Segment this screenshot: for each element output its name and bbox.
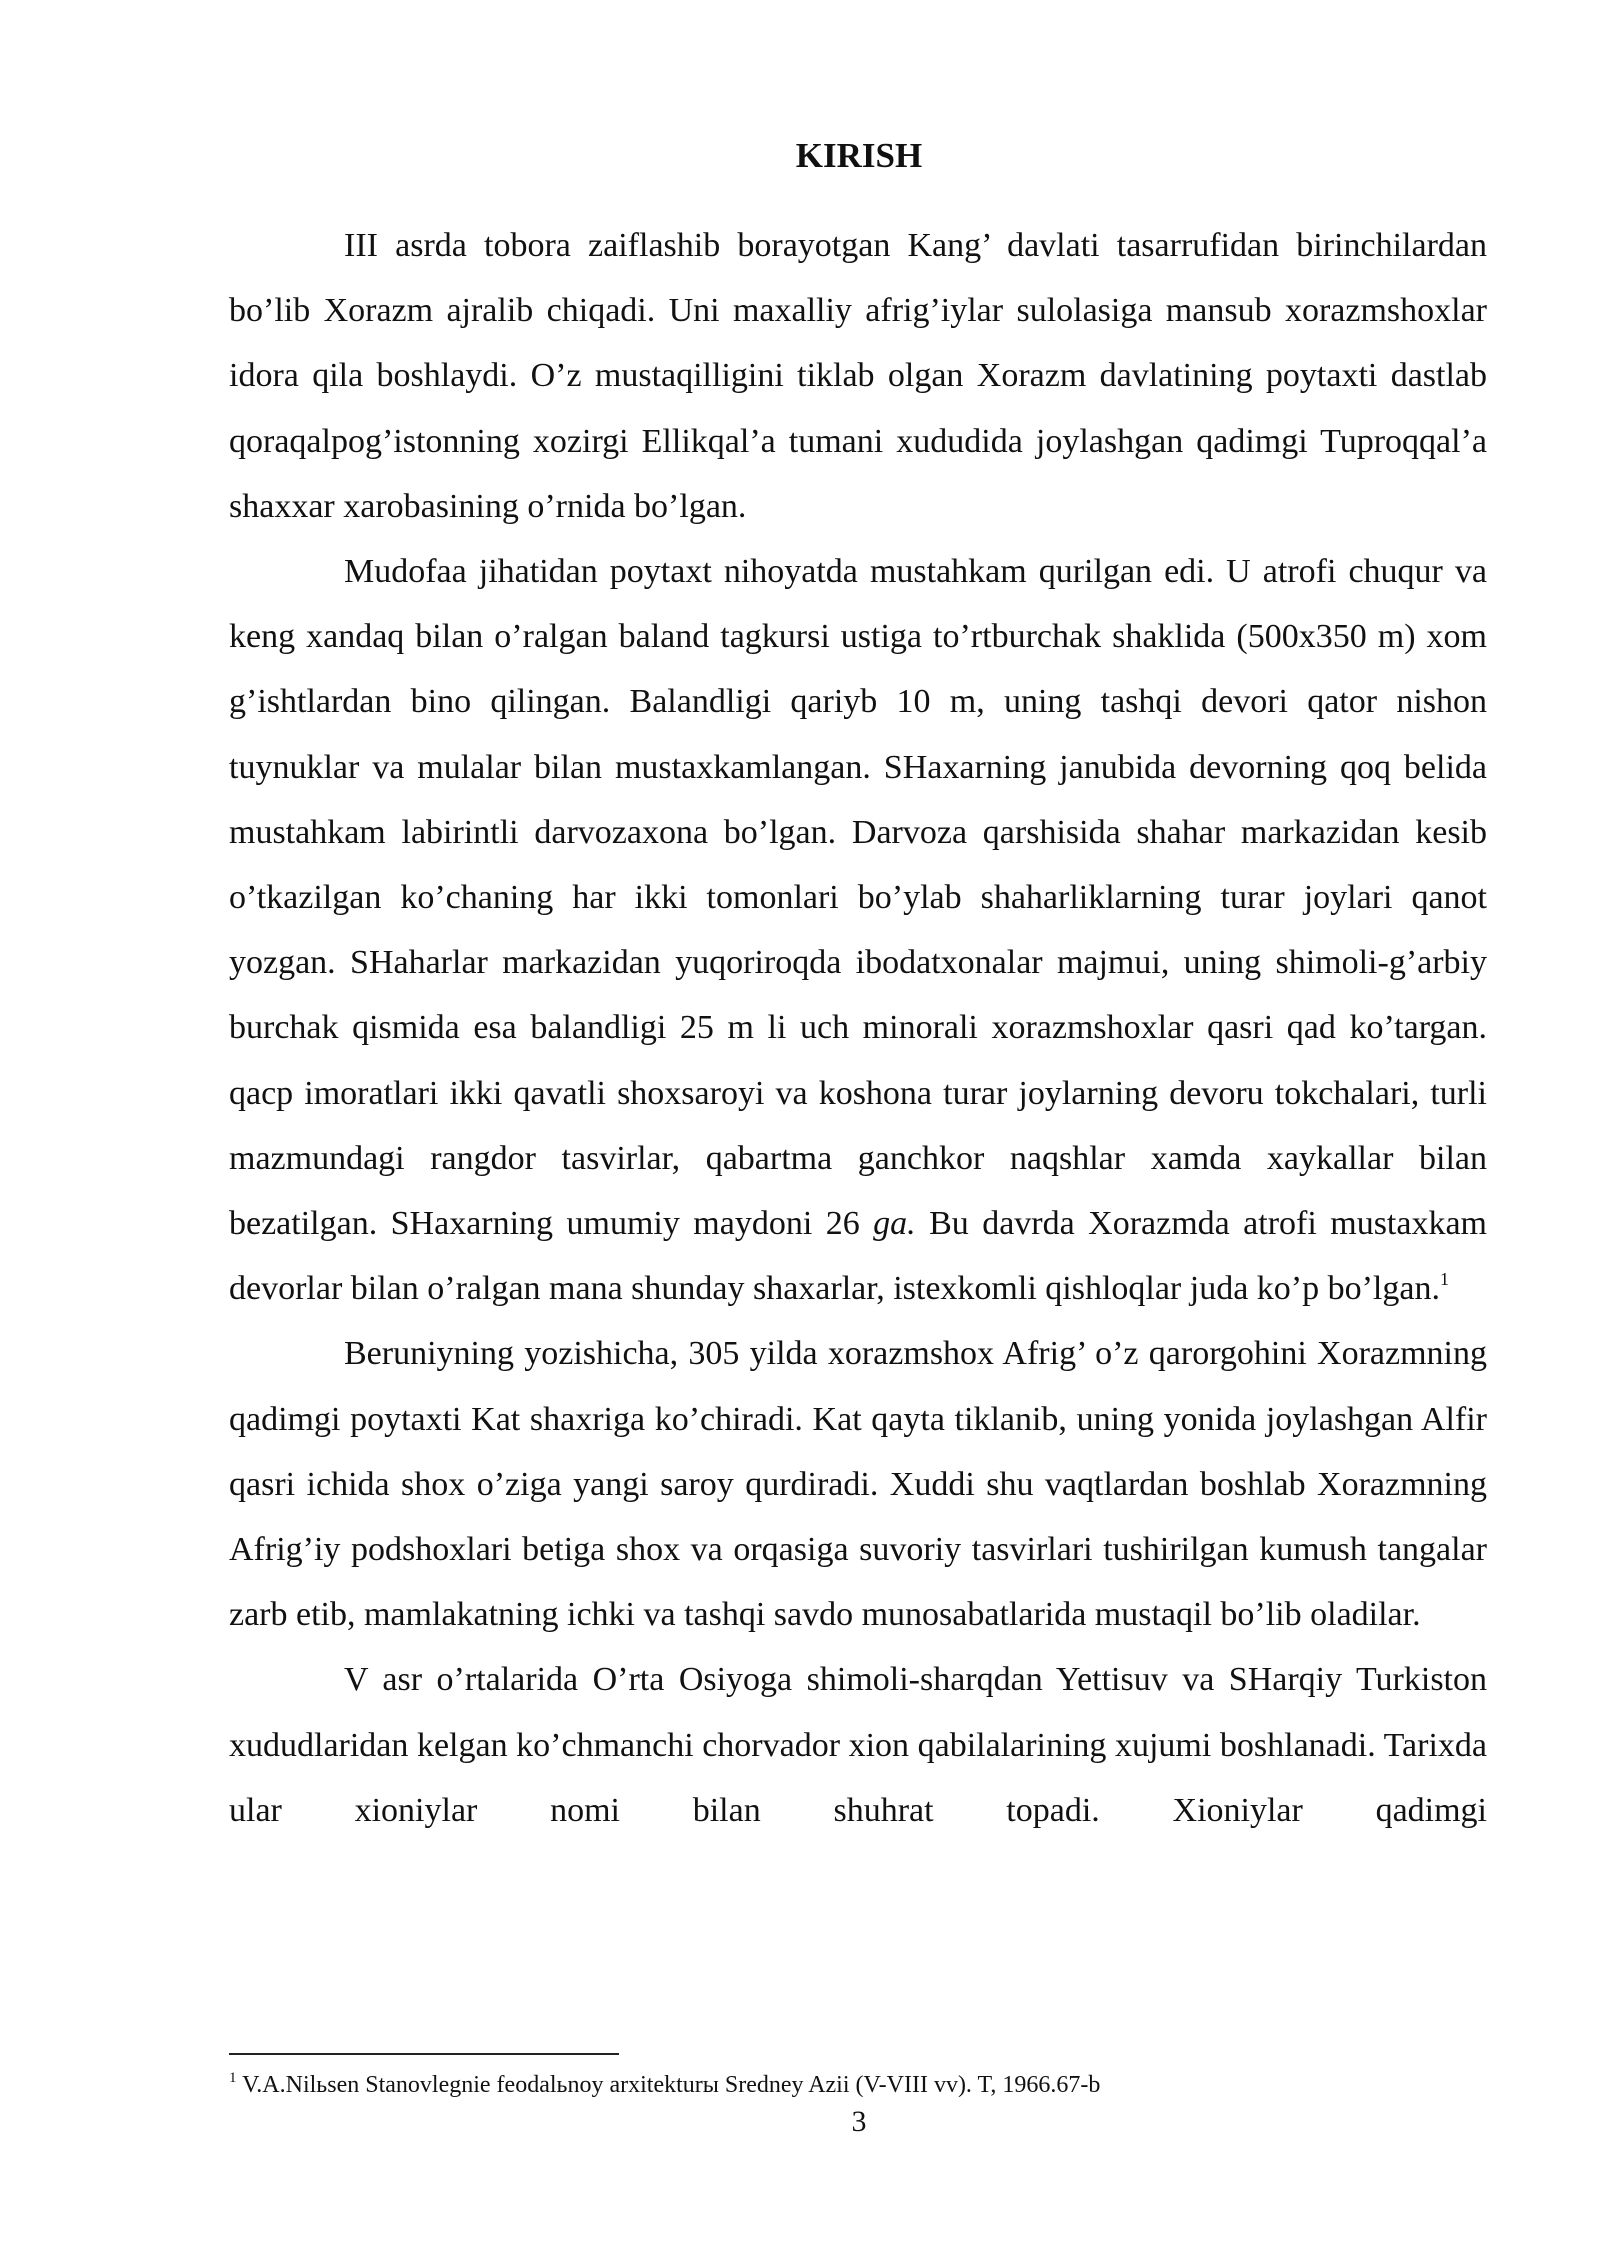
footnote-reference[interactable]: 1 bbox=[1439, 1269, 1449, 1290]
paragraph-4-text: V asr o’rtalarida O’rta Osiyoga shimoli-sharqdan Yettisuv va SHarqiy Turkiston xududlaridan kelgan ko’chmanchi chorvador xion qabilalarining xujumi boshlanadi. Tarixda ular xioniylar nomi bilan shuhrat topadi. Xioniylar qadimgi bbox=[229, 1661, 1487, 1829]
footnote bbox=[229, 2070, 1487, 2100]
paragraph-3-text: Beruniyning yozishicha, 305 yilda xorazmshox Afrig’ o’z qarorgohini Xorazmning qadimgi poytaxti Kat shaxriga ko’chiradi. Kat qayta tiklanib, uning yonida joylashgan Alfir qasri ichida shox o’ziga yangi saroy qurdiradi. Xuddi shu vaqtlardan boshlab Xorazmning Afrig’iy podshoxlari betiga shox va orqasiga suvoriy tasvirlari tushirilgan kumush tangalar zarb etib, mamlakatning ichki va tashqi savdo munosabatlarida mustaqil bo’lib oladilar. bbox=[229, 1335, 1487, 1634]
paragraph-2-text-end: Bu davrda Xorazmda atrofi mustaxkam devorlar bilan o’ralgan mana shunday shaxarlar, istexkomli qishloqlar juda ko’p bo’lgan. bbox=[229, 1205, 1488, 1308]
paragraph-2-text: Mudofaa jihatidan poytaxt nihoyatda mustahkam qurilgan edi. U atrofi chuqur va keng xandaq bilan o’ralgan baland tagkursi ustiga to’rtburchak shaklida (500x350 m) xom g’ishtlardan bino qilingan. Balandligi qariyb 10 m, uning tashqi devori qator nishon tuynuklar va mulalar bilan mustaxkamlangan. SHaxarning janubida devorning qoq belida mustahkam labirintli darvozaxona bo’lgan. Darvoza qarshisida shahar markazidan kesib o’tkazilgan ko’chaning har ikki tomonlari bo’ylab shaharliklarning turar joylari qanot yozgan. SHaharlar markazidan yuqoriroqda ibodatxonalar majmui, uning shimoli-g’arbiy burchak qismida esa balandligi 25 m li uch minorali xorazmshoxlar qasri qad ko’targan. qacp imoratlari ikki qavatli shoxsaroyi va koshona turar joylarning devoru tokchalari, turli mazmundagi rangdor tasvirlar, qabartma ganchkor naqshlar xamda xaykallar bilan bezatilgan. SHaxarning umumiy maydoni 26 bbox=[229, 553, 1487, 1243]
page-number: 3 bbox=[851, 2105, 867, 2138]
page-title: KIRISH bbox=[795, 136, 923, 175]
footnote-divider bbox=[229, 2053, 619, 2055]
paragraph-2 bbox=[229, 539, 1487, 1321]
paragraph-1 bbox=[229, 213, 1487, 539]
paragraph-4 bbox=[229, 1647, 1487, 1843]
paragraph-2-italic-unit: ga. bbox=[873, 1205, 916, 1243]
paragraph-1-text: III asrda tobora zaiflashib borayotgan Kang’ davlati tasarrufidan birinchilardan bo’lib Xorazm ajralib chiqadi. Uni maxalliy afrig’iylar sulolasiga mansub xorazmshoxlar idora qila boshlaydi. O’z mustaqilligini tiklab olgan Xorazm davlatining poytaxti dastlab qoraqalpog’istonning xozirgi Ellikqal’a tumani xududida joylashgan qadimgi Tuproqqal’a shaxxar xarobasining o’rnida bo’lgan. bbox=[229, 227, 1487, 525]
footnote-marker: 1 bbox=[229, 2070, 237, 2086]
footnote-text: V.A.Nilьsen Stanovlegnie feodalьnoy arxitekturы Sredney Azii (V-VIII vv). T, 1966.67-b bbox=[236, 2072, 1101, 2098]
paragraph-3 bbox=[229, 1321, 1487, 1647]
body-text bbox=[229, 213, 1487, 1843]
